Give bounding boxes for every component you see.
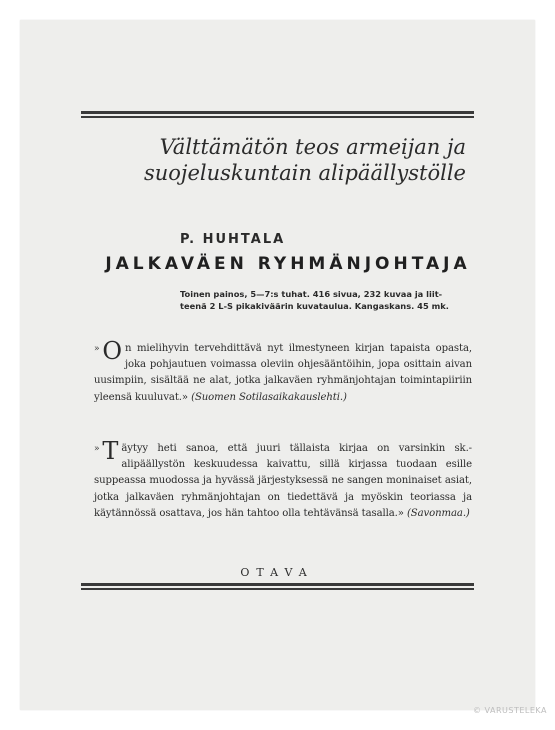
quote-open-mark: » [94, 444, 100, 454]
edition-line-1: Toinen painos, 5—7:s tuhat. 416 sivua, 232 kuvaa ja liit- [180, 289, 443, 299]
edition-info [180, 288, 470, 312]
review-quote-2 [94, 437, 472, 522]
drop-cap: O [102, 337, 122, 365]
headline-line-2: suojeluskuntain alipäällystölle [143, 161, 466, 185]
edition-line-2: teenä 2 L-S pikakiväärin kuvataulua. Kangaskans. 45 mk. [180, 301, 449, 311]
headline [80, 134, 466, 186]
publisher-name: OTAVA [240, 566, 314, 579]
watermark: © VARUSTELEKA [473, 706, 547, 715]
quote-source: (Suomen Sotilasaikakauslehti.) [191, 391, 347, 403]
quote-source: (Savonmaa.) [406, 507, 470, 519]
book-title: JALKAVÄEN RYHMÄNJOHTAJA [105, 254, 471, 274]
quote-text: n mielihyvin tervehdittävä nyt ilmestyneen kirjan tapaista opasta, joka pohjautuen voimassa oleviin ohjesääntöihin, jopa osittain aivan uusimpiin, sisältää ne alat, jotka jalkaväen ryhmänjohtajan toimintapiiriin yleensä kuuluvat.» [94, 343, 472, 403]
top-double-rule [81, 111, 474, 118]
drop-cap: T [102, 437, 119, 465]
headline-line-1: Välttämätön teos armeijan ja [159, 135, 466, 159]
bottom-double-rule [81, 583, 474, 590]
quote-text: äytyy heti sanoa, että juuri tällaista kirjaa on varsinkin sk.-alipäällystön keskuudessa kaivattu, sillä kirjassa tuodaan esille suppeassa muodossa ja hyvässä järjestyksessä ne sangen moninaiset asiat, jotka jalkaväen ryhmänjohtajan on tiedettävä ja myöskin teoriassa ja käytännössä osattava, jos hän tahtoo olla tehtävänsä tasalla.» [94, 443, 472, 519]
quote-open-mark: » [94, 344, 100, 354]
review-quote-1 [94, 337, 472, 406]
author-name: P. HUHTALA [180, 232, 286, 247]
